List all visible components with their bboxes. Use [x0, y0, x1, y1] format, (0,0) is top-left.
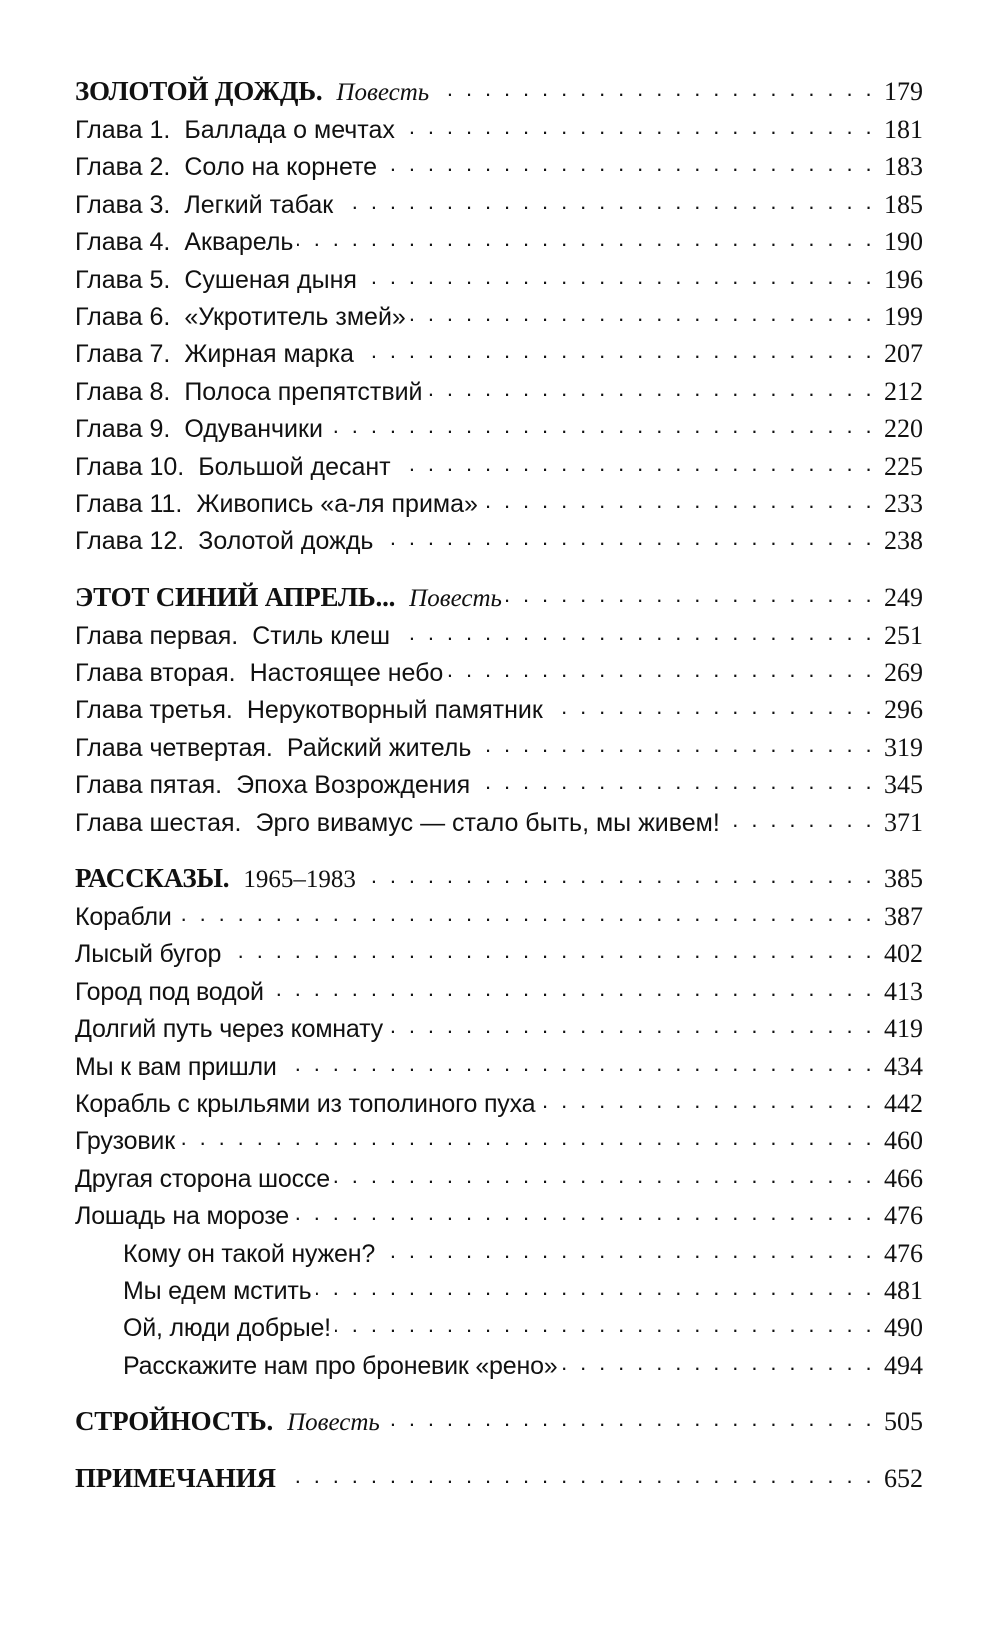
section-heading [75, 1459, 923, 1498]
toc-entry [75, 298, 923, 335]
chapter-title: Большой десант [198, 452, 391, 481]
toc-entry [75, 111, 923, 148]
toc-entry [75, 1048, 923, 1085]
dot-leader [395, 449, 875, 475]
table-of-contents [75, 72, 923, 1498]
toc-section [75, 859, 923, 1384]
toc-entry [75, 973, 923, 1010]
toc-entry [75, 1197, 923, 1234]
dot-leader [358, 336, 875, 362]
dot-leader [179, 1123, 875, 1149]
chapter-number: Глава 3. [75, 190, 171, 219]
page-number: 481 [884, 1275, 923, 1305]
toc-entry [75, 373, 923, 410]
toc-subentry [75, 1272, 923, 1309]
page-number: 183 [884, 152, 923, 182]
toc-entry [75, 898, 923, 935]
chapter-number: Глава 10. [75, 452, 185, 481]
page-number: 371 [884, 807, 923, 837]
chapter-number: Глава пятая. [75, 771, 223, 800]
chapter-number: Глава шестая. [75, 808, 242, 837]
toc-entry [75, 691, 923, 728]
section-heading [75, 859, 923, 898]
chapter-title: Нерукотворный памятник [246, 696, 543, 725]
dot-leader [433, 74, 875, 100]
dot-leader [394, 618, 875, 644]
story-title: Расскажите нам про броневик «рено» [123, 1351, 558, 1380]
dot-leader [724, 805, 875, 831]
chapter-title: Райский житель [286, 733, 472, 762]
dot-leader [281, 1049, 875, 1075]
page-number: 190 [884, 227, 923, 257]
story-title: Ой, люди добрые! [123, 1314, 331, 1343]
chapter-title: Полоса препятствий [184, 377, 423, 406]
dot-leader [327, 411, 875, 437]
page-number: 652 [884, 1464, 923, 1494]
dot-leader [268, 974, 875, 1000]
dot-leader [379, 1236, 875, 1262]
toc-entry [75, 617, 923, 654]
toc-section [75, 1402, 923, 1441]
toc-entry [75, 1122, 923, 1159]
section-genre: Повесть [409, 584, 502, 612]
page-number: 179 [884, 77, 923, 106]
page-number: 442 [884, 1088, 923, 1118]
dot-leader [384, 1404, 875, 1430]
toc-entry [75, 1085, 923, 1122]
story-title: Корабль с крыльями из тополиного пуха [75, 1089, 536, 1118]
dot-leader [361, 262, 875, 288]
chapter-title: Настоящее небо [249, 659, 444, 688]
section-heading [75, 578, 923, 617]
page-number: 476 [884, 1201, 923, 1231]
toc-section [75, 1459, 923, 1498]
dot-leader [399, 112, 875, 138]
chapter-title: Золотой дождь [198, 527, 374, 556]
section-title: ЗОЛОТОЙ ДОЖДЬ. [75, 76, 323, 106]
page-number: 212 [884, 376, 923, 406]
toc-entry [75, 804, 923, 841]
story-title: Лысый бугор [75, 940, 222, 969]
page-number: 476 [884, 1238, 923, 1268]
section-years: 1965–1983 [243, 866, 356, 894]
page-number: 199 [884, 301, 923, 331]
toc-section [75, 72, 923, 560]
page-number: 207 [884, 339, 923, 369]
chapter-number: Глава 7. [75, 340, 171, 369]
page-number: 185 [884, 189, 923, 219]
chapter-number: Глава 9. [75, 415, 171, 444]
chapter-number: Глава 5. [75, 265, 171, 294]
toc-entry [75, 729, 923, 766]
toc-entry [75, 410, 923, 447]
story-title: Другая сторона шоссе [75, 1164, 330, 1193]
page-number: 238 [884, 526, 923, 556]
section-genre: Повесть [287, 1409, 380, 1437]
section-title: ЭТОТ СИНИЙ АПРЕЛЬ... [75, 581, 396, 612]
page-number: 505 [884, 1407, 923, 1437]
toc-entry [75, 766, 923, 803]
chapter-number: Глава 2. [75, 153, 171, 182]
dot-leader [387, 1011, 875, 1037]
story-title: Мы к вам пришли [75, 1052, 277, 1081]
toc-section [75, 578, 923, 841]
story-title: Город под водой [75, 977, 264, 1006]
chapter-number: Глава 12. [75, 527, 185, 556]
page-number: 387 [884, 902, 923, 932]
chapter-title: Легкий табак [184, 190, 334, 219]
dot-leader [561, 1348, 875, 1374]
toc-entry [75, 223, 923, 260]
chapter-number: Глава 11. [75, 489, 183, 518]
toc-entry [75, 335, 923, 372]
page-number: 345 [884, 770, 923, 800]
dot-leader [475, 730, 875, 756]
toc-entry [75, 448, 923, 485]
dot-leader [377, 523, 875, 549]
page-number: 319 [884, 732, 923, 762]
toc-entry [75, 485, 923, 522]
dot-leader [539, 1086, 875, 1112]
chapter-number: Глава третья. [75, 696, 233, 725]
page-number: 233 [884, 488, 923, 518]
page-number: 494 [884, 1350, 923, 1380]
dot-leader [381, 149, 875, 175]
chapter-title: Баллада о мечтах [184, 116, 395, 144]
toc-entry [75, 148, 923, 185]
section-title: ПРИМЕЧАНИЯ [75, 1463, 276, 1494]
page-number: 460 [884, 1126, 923, 1156]
page-number: 466 [884, 1163, 923, 1193]
page-number: 251 [884, 620, 923, 650]
chapter-title: Живопись «а-ля прима» [196, 489, 478, 518]
page-number: 490 [884, 1313, 923, 1343]
page-number: 419 [884, 1014, 923, 1044]
story-title: Грузовик [75, 1127, 175, 1156]
dot-leader [337, 187, 875, 213]
page-number: 181 [884, 115, 923, 144]
page-number: 402 [884, 939, 923, 969]
story-title: Корабли [75, 903, 172, 932]
chapter-number: Глава 8. [75, 377, 171, 406]
chapter-title: «Укротитель змей» [184, 302, 406, 331]
chapter-number: Глава первая. [75, 621, 239, 650]
dot-leader [297, 224, 875, 250]
section-genre: Повесть [336, 79, 430, 106]
page-number: 249 [884, 582, 923, 612]
dot-leader [335, 1310, 875, 1336]
chapter-number: Глава четвертая. [75, 733, 273, 762]
dot-leader [334, 1161, 875, 1187]
toc-entry [75, 1160, 923, 1197]
page-number: 385 [884, 864, 923, 894]
toc-entry [75, 1010, 923, 1047]
chapter-title: Эрго вивамус — стало быть, мы живем! [255, 808, 720, 837]
chapter-number: Глава 1. [75, 116, 171, 144]
section-heading [75, 72, 923, 111]
toc-subentry [75, 1309, 923, 1346]
chapter-number: Глава 4. [75, 228, 171, 257]
toc-entry [75, 261, 923, 298]
chapter-title: Соло на корнете [184, 153, 378, 182]
dot-leader [482, 486, 875, 512]
chapter-title: Эпоха Возрождения [236, 771, 471, 800]
dot-leader [316, 1273, 876, 1299]
chapter-number: Глава 6. [75, 302, 171, 331]
story-title: Кому он такой нужен? [123, 1239, 376, 1268]
toc-entry [75, 935, 923, 972]
toc-entry [75, 522, 923, 559]
page-number: 413 [884, 976, 923, 1006]
toc-entry [75, 186, 923, 223]
dot-leader [427, 374, 875, 400]
page-number: 225 [884, 451, 923, 481]
dot-leader [225, 936, 875, 962]
chapter-title: Одуванчики [184, 415, 323, 444]
chapter-title: Стиль клеш [252, 621, 391, 650]
story-title: Мы едем мстить [123, 1276, 312, 1305]
chapter-title: Сушеная дыня [184, 265, 357, 294]
dot-leader [280, 1461, 875, 1487]
page-number: 196 [884, 264, 923, 294]
toc-subentry [75, 1347, 923, 1384]
dot-leader [447, 655, 875, 681]
page-number: 269 [884, 658, 923, 688]
dot-leader [360, 861, 875, 887]
story-title: Лошадь на морозе [75, 1202, 289, 1231]
dot-leader [547, 692, 875, 718]
toc-entry [75, 654, 923, 691]
chapter-title: Жирная марка [184, 340, 354, 369]
toc-subentry [75, 1235, 923, 1272]
dot-leader [176, 899, 875, 925]
dot-leader [293, 1198, 875, 1224]
chapter-title: Акварель [184, 228, 294, 257]
chapter-number: Глава вторая. [75, 659, 236, 688]
dot-leader [410, 299, 875, 325]
section-title: РАССКАЗЫ. [75, 863, 230, 894]
page-number: 220 [884, 414, 923, 444]
page-number: 296 [884, 695, 923, 725]
section-title: СТРОЙНОСТЬ. [75, 1406, 274, 1437]
dot-leader [474, 767, 875, 793]
page-number: 434 [884, 1051, 923, 1081]
section-heading [75, 1402, 923, 1441]
dot-leader [506, 580, 875, 606]
story-title: Долгий путь через комнату [75, 1015, 383, 1044]
